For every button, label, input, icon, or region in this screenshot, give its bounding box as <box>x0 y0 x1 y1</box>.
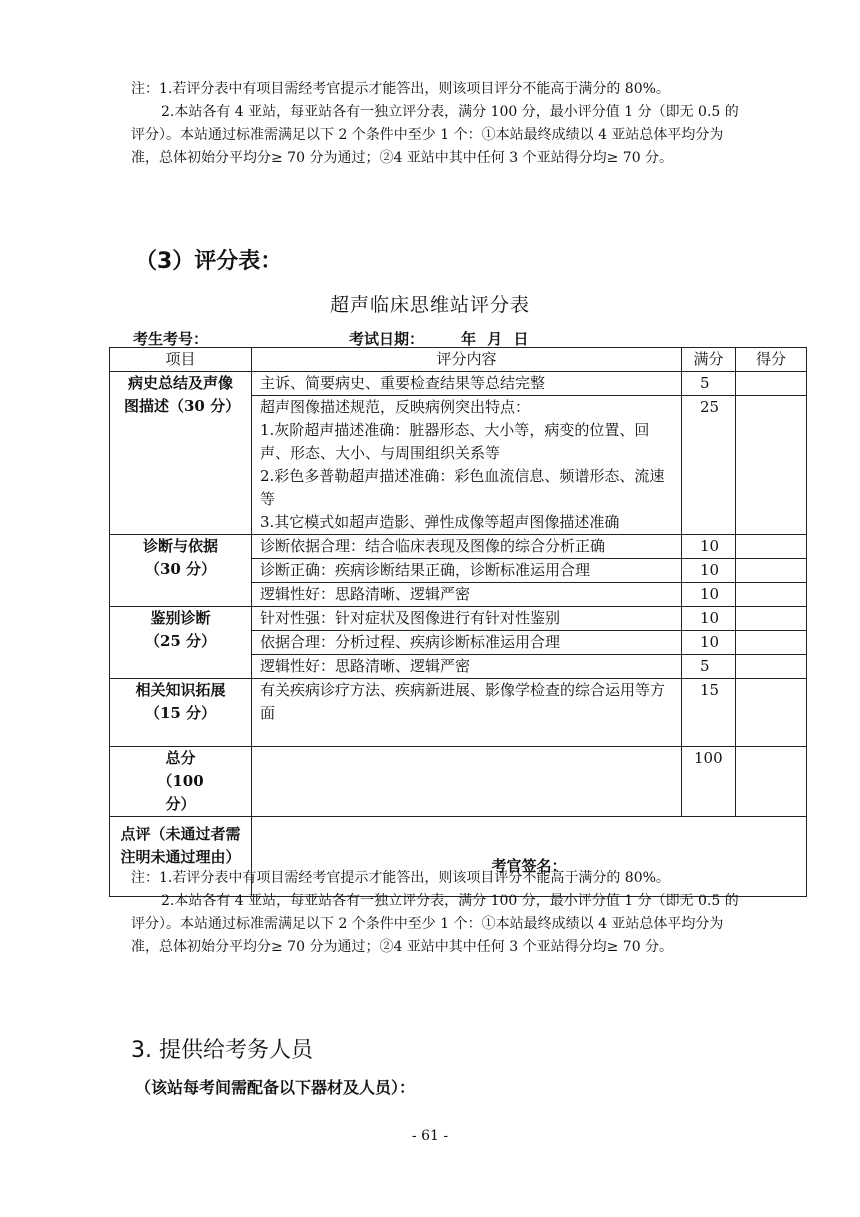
score-cell[interactable] <box>736 583 807 607</box>
section3-subheading: （该站每考间需配备以下器材及人员）： <box>135 1078 416 1097</box>
table-title: 超声临床思维站评分表 <box>329 294 530 316</box>
header-item: 项目 <box>110 348 252 372</box>
table-row <box>110 679 807 747</box>
comment-label: 点评（未通过者需注明未通过理由） <box>110 817 252 897</box>
total-score-cell[interactable] <box>736 747 807 817</box>
note-bottom <box>131 867 741 959</box>
row-full: 10 <box>682 535 736 559</box>
date-label: 考试日期： <box>349 330 425 348</box>
note-bottom-line2: 2.本站各有 4 亚站，每亚站各有一独立评分表，满分 100 分，最小评分值 1 分（即无 0.5 的评分）。本站通过标准需满足以下 2 个条件中至少 1 个：①本站最终成绩以 4 亚站总体平均分为准，总体初始分平均分≥ 70 分为通过；②4 亚站中其中任何 3 个亚站得分均≥ 70 分。 <box>131 893 739 955</box>
table-row <box>110 535 807 559</box>
note-top-line2: 2.本站各有 4 亚站，每亚站各有一独立评分表，满分 100 分，最小评分值 1 分（即无 0.5 的评分）。本站通过标准需满足以下 2 个条件中至少 1 个：①本站最终成绩以 4 亚站总体平均分为准，总体初始分平均分≥ 70 分为通过；②4 亚站中其中任何 3 个亚站得分均≥ 70 分。 <box>131 104 739 166</box>
row-full: 5 <box>682 655 736 679</box>
score-cell[interactable] <box>736 535 807 559</box>
score-table <box>109 347 807 897</box>
note-bottom-line1: 注：1.若评分表中有项目需经考官提示才能答出，则该项目评分不能高于满分的 80%。 <box>131 870 670 886</box>
row-full: 10 <box>682 559 736 583</box>
row-content: 诊断依据合理：结合临床表现及图像的综合分析正确 <box>252 535 682 559</box>
row-full: 15 <box>682 679 736 747</box>
row-full: 5 <box>682 372 736 396</box>
section3-heading: 3. 提供给考务人员 <box>131 1038 313 1063</box>
row-content: 诊断正确：疾病诊断结果正确，诊断标准运用合理 <box>252 559 682 583</box>
date-parts: 年 月 日 <box>461 330 529 348</box>
row-content: 依据合理：分析过程、疾病诊断标准运用合理 <box>252 631 682 655</box>
row-full: 10 <box>682 631 736 655</box>
score-cell[interactable] <box>736 655 807 679</box>
score-cell[interactable] <box>736 372 807 396</box>
table-row <box>110 372 807 396</box>
header-full: 满分 <box>682 348 736 372</box>
score-cell[interactable] <box>736 396 807 535</box>
total-full: 100 <box>682 747 736 817</box>
score-cell[interactable] <box>736 607 807 631</box>
signature-label[interactable]: 考官签名： <box>252 817 807 897</box>
examinee-label: 考生考号： <box>133 330 209 348</box>
header-score: 得分 <box>736 348 807 372</box>
row-full: 10 <box>682 607 736 631</box>
row-content: 有关疾病诊疗方法、疾病新进展、影像学检查的综合运用等方面 <box>252 679 682 747</box>
row-content: 针对性强：针对症状及图像进行有针对性鉴别 <box>252 607 682 631</box>
row-content: 超声图像描述规范，反映病例突出特点： 1.灰阶超声描述准确：脏器形态、大小等，病变的位置、回声、形态、大小、与周围组织关系等 2.彩色多普勒超声描述准确：彩色血流信息、频谱形态、流速等 3.其它模式如超声造影、弹性成像等超声图像描述准确 <box>252 396 682 535</box>
row-content: 逻辑性好：思路清晰、逻辑严密 <box>252 655 682 679</box>
category-diagnosis: 诊断与依据（30 分） <box>110 535 252 607</box>
row-full: 25 <box>682 396 736 535</box>
total-label: 总分（100 分） <box>110 747 252 817</box>
row-content: 主诉、简要病史、重要检查结果等总结完整 <box>252 372 682 396</box>
category-history: 病史总结及声像图描述（30 分） <box>110 372 252 535</box>
total-content-cell <box>252 747 682 817</box>
score-cell[interactable] <box>736 559 807 583</box>
row-content: 逻辑性好：思路清晰、逻辑严密 <box>252 583 682 607</box>
section-heading: （3）评分表： <box>135 249 283 274</box>
table-row <box>110 607 807 631</box>
category-differential: 鉴别诊断（25 分） <box>110 607 252 679</box>
total-row <box>110 747 807 817</box>
header-content: 评分内容 <box>252 348 682 372</box>
category-knowledge: 相关知识拓展（15 分） <box>110 679 252 747</box>
score-cell[interactable] <box>736 679 807 747</box>
score-cell[interactable] <box>736 631 807 655</box>
note-top <box>131 78 741 170</box>
page-number: - 61 - <box>411 1128 449 1144</box>
row-full: 10 <box>682 583 736 607</box>
note-top-line1: 注：1.若评分表中有项目需经考官提示才能答出，则该项目评分不能高于满分的 80%。 <box>131 81 670 97</box>
table-header-row <box>110 348 807 372</box>
